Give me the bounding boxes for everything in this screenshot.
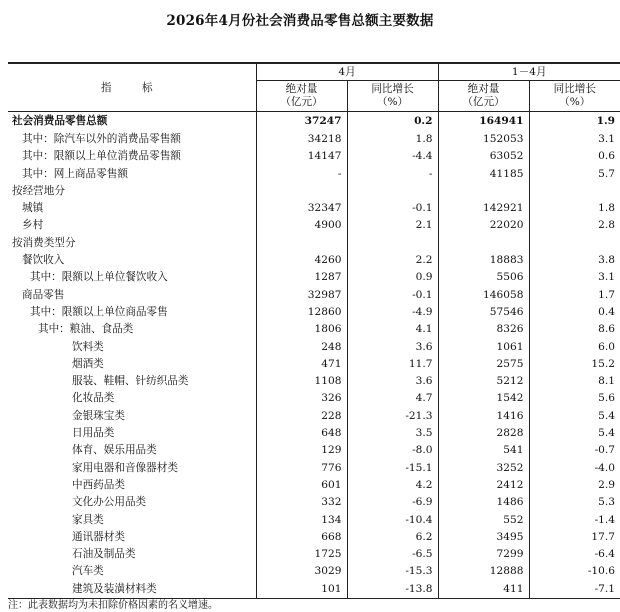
april-yoy-cell: -8.0 bbox=[347, 442, 438, 459]
april-yoy-cell: -15.1 bbox=[347, 460, 438, 477]
table-row bbox=[8, 460, 620, 477]
ytd-abs-cell bbox=[438, 183, 529, 200]
april-abs-cell: 32347 bbox=[256, 200, 347, 217]
ytd-yoy-cell: 5.7 bbox=[529, 166, 620, 183]
table-row bbox=[8, 304, 620, 321]
row-label: 烟酒类 bbox=[72, 357, 104, 370]
ytd-yoy-cell: 6.0 bbox=[529, 339, 620, 356]
ytd-yoy-cell: -0.7 bbox=[529, 442, 620, 459]
table-row bbox=[8, 148, 620, 165]
indicator-header: 指 标 bbox=[8, 63, 256, 112]
april-abs-header: 绝对量 （亿元） bbox=[256, 81, 347, 112]
table-row bbox=[8, 166, 620, 183]
april-abs-cell: 3029 bbox=[256, 563, 347, 580]
row-label: 建筑及装潢材料类 bbox=[8, 581, 256, 599]
ytd-abs-cell: 2828 bbox=[438, 425, 529, 442]
row-label: 其中：限额以上单位餐饮收入 bbox=[30, 271, 168, 284]
row-label: 金银珠宝类 bbox=[72, 409, 125, 422]
april-abs-cell: 32987 bbox=[256, 287, 347, 304]
april-abs-cell: 4260 bbox=[256, 252, 347, 269]
ytd-yoy-cell: -10.6 bbox=[529, 563, 620, 580]
footnote: 注：此表数据均为未扣除价格因素的名义增速。 bbox=[8, 600, 218, 611]
table-body bbox=[8, 112, 620, 599]
row-label: 体育、娱乐用品类 bbox=[72, 444, 157, 457]
ytd-yoy-cell: 3.1 bbox=[529, 269, 620, 286]
row-label: 通讯器材类 bbox=[72, 530, 125, 543]
table-row bbox=[8, 546, 620, 563]
table-row bbox=[8, 442, 620, 459]
april-yoy-cell bbox=[347, 235, 438, 252]
row-label: 餐饮收入 bbox=[22, 254, 65, 267]
ytd-abs-cell: 152053 bbox=[438, 131, 529, 148]
table-row bbox=[8, 339, 620, 356]
ytd-abs-cell bbox=[438, 235, 529, 252]
april-yoy-cell: 3.6 bbox=[347, 373, 438, 390]
table-row bbox=[8, 512, 620, 529]
april-abs-cell: 471 bbox=[256, 356, 347, 373]
ytd-abs-cell: 18883 bbox=[438, 252, 529, 269]
row-label: 日用品类 bbox=[72, 427, 115, 440]
ytd-yoy-cell: 3.8 bbox=[529, 252, 620, 269]
table-row bbox=[8, 373, 620, 390]
ytd-yoy-cell: 2.9 bbox=[529, 477, 620, 494]
april-yoy-cell: 1.8 bbox=[347, 131, 438, 148]
ytd-yoy-cell: 5.4 bbox=[529, 408, 620, 425]
row-label: 按消费类型分 bbox=[12, 236, 76, 249]
row-label: 饮料类 bbox=[72, 340, 104, 353]
april-yoy-cell: 0.9 bbox=[347, 269, 438, 286]
april-abs-cell: 248 bbox=[256, 339, 347, 356]
april-yoy-cell: 0.2 bbox=[347, 112, 438, 132]
april-abs-cell: 648 bbox=[256, 425, 347, 442]
table-row bbox=[8, 112, 620, 132]
row-label: 城镇 bbox=[22, 202, 44, 215]
april-yoy-cell: 11.7 bbox=[347, 356, 438, 373]
april-yoy-cell: -0.1 bbox=[347, 200, 438, 217]
ytd-abs-cell: 164941 bbox=[438, 112, 529, 132]
ytd-yoy-cell: 5.3 bbox=[529, 494, 620, 511]
ytd-yoy-cell: 8.1 bbox=[529, 373, 620, 390]
ytd-abs-cell: 411 bbox=[438, 581, 529, 599]
ytd-yoy-cell: 15.2 bbox=[529, 356, 620, 373]
ytd-yoy-header: 同比增长 （%） bbox=[529, 81, 620, 112]
april-abs-cell: 326 bbox=[256, 390, 347, 407]
april-yoy-cell: -21.3 bbox=[347, 408, 438, 425]
april-yoy-cell: -15.3 bbox=[347, 563, 438, 580]
ytd-abs-cell: 57546 bbox=[438, 304, 529, 321]
ytd-abs-cell: 2412 bbox=[438, 477, 529, 494]
april-abs-cell: 37247 bbox=[256, 112, 347, 132]
ytd-yoy-cell: -4.0 bbox=[529, 460, 620, 477]
row-label: 乡村 bbox=[22, 219, 44, 232]
april-yoy-header: 同比增长 （%） bbox=[347, 81, 438, 112]
retail-sales-table bbox=[8, 62, 620, 599]
ytd-yoy-cell: -1.4 bbox=[529, 512, 620, 529]
ytd-abs-cell: 2575 bbox=[438, 356, 529, 373]
ytd-yoy-cell: 5.6 bbox=[529, 390, 620, 407]
table-row bbox=[8, 217, 620, 234]
april-abs-cell: 1725 bbox=[256, 546, 347, 563]
april-yoy-cell: 2.1 bbox=[347, 217, 438, 234]
april-abs-cell: 134 bbox=[256, 512, 347, 529]
ytd-yoy-cell: 2.8 bbox=[529, 217, 620, 234]
table-row bbox=[8, 356, 620, 373]
ytd-yoy-cell: 0.6 bbox=[529, 148, 620, 165]
table-row bbox=[8, 477, 620, 494]
april-abs-cell bbox=[256, 235, 347, 252]
april-abs-cell: 228 bbox=[256, 408, 347, 425]
row-label: 汽车类 bbox=[72, 565, 104, 578]
page-title: 2026年4月份社会消费品零售总额主要数据 bbox=[166, 13, 434, 29]
ytd-abs-cell: 1542 bbox=[438, 390, 529, 407]
row-label: 社会消费品零售总额 bbox=[12, 115, 108, 127]
april-abs-cell: 668 bbox=[256, 529, 347, 546]
ytd-yoy-cell: 17.7 bbox=[529, 529, 620, 546]
april-yoy-cell: -6.5 bbox=[347, 546, 438, 563]
ytd-abs-cell: 12888 bbox=[438, 563, 529, 580]
table-row bbox=[8, 425, 620, 442]
ytd-yoy-cell: 5.4 bbox=[529, 425, 620, 442]
april-yoy-cell: -4.4 bbox=[347, 148, 438, 165]
ytd-abs-cell: 3495 bbox=[438, 529, 529, 546]
ytd-abs-cell: 41185 bbox=[438, 166, 529, 183]
ytd-abs-cell: 8326 bbox=[438, 321, 529, 338]
table-row bbox=[8, 252, 620, 269]
ytd-yoy-cell bbox=[529, 183, 620, 200]
april-yoy-cell: -4.9 bbox=[347, 304, 438, 321]
april-abs-cell: 1287 bbox=[256, 269, 347, 286]
row-label: 其中：粮油、食品类 bbox=[38, 323, 134, 336]
ytd-abs-cell: 1061 bbox=[438, 339, 529, 356]
row-label: 商品零售 bbox=[22, 288, 65, 301]
ytd-abs-cell: 63052 bbox=[438, 148, 529, 165]
row-label: 按经营地分 bbox=[12, 184, 65, 197]
april-header: 4月 bbox=[256, 63, 438, 81]
ytd-yoy-cell: 1.8 bbox=[529, 200, 620, 217]
table-row bbox=[8, 131, 620, 148]
ytd-yoy-cell bbox=[529, 235, 620, 252]
ytd-abs-cell: 3252 bbox=[438, 460, 529, 477]
april-yoy-cell: 3.6 bbox=[347, 339, 438, 356]
ytd-abs-cell: 1486 bbox=[438, 494, 529, 511]
table-row bbox=[8, 390, 620, 407]
row-label: 家用电器和音像器材类 bbox=[72, 461, 178, 474]
jan-apr-header: 1－4月 bbox=[438, 63, 620, 81]
table-header bbox=[8, 63, 620, 112]
april-yoy-cell: 3.5 bbox=[347, 425, 438, 442]
ytd-abs-header: 绝对量 （亿元） bbox=[438, 81, 529, 112]
april-abs-cell: - bbox=[256, 166, 347, 183]
ytd-yoy-cell: 3.1 bbox=[529, 131, 620, 148]
row-label: 中西药品类 bbox=[72, 478, 125, 491]
table-row bbox=[8, 408, 620, 425]
april-yoy-cell: -10.4 bbox=[347, 512, 438, 529]
table-row bbox=[8, 321, 620, 338]
ytd-abs-cell: 7299 bbox=[438, 546, 529, 563]
april-yoy-cell: 6.2 bbox=[347, 529, 438, 546]
april-abs-cell: 101 bbox=[256, 581, 347, 599]
april-abs-cell: 776 bbox=[256, 460, 347, 477]
april-yoy-cell: 4.2 bbox=[347, 477, 438, 494]
row-label: 家具类 bbox=[72, 513, 104, 526]
april-abs-cell: 4900 bbox=[256, 217, 347, 234]
april-abs-cell: 34218 bbox=[256, 131, 347, 148]
row-label: 石油及制品类 bbox=[72, 548, 136, 561]
row-label: 其中：限额以上单位消费品零售额 bbox=[22, 150, 181, 163]
table-row bbox=[8, 200, 620, 217]
table-row bbox=[8, 183, 620, 200]
table-row bbox=[8, 235, 620, 252]
ytd-yoy-cell: 8.6 bbox=[529, 321, 620, 338]
row-label: 服装、鞋帽、针纺织品类 bbox=[72, 375, 189, 388]
ytd-yoy-cell: 1.7 bbox=[529, 287, 620, 304]
table-row bbox=[8, 287, 620, 304]
april-abs-cell: 129 bbox=[256, 442, 347, 459]
ytd-abs-cell: 541 bbox=[438, 442, 529, 459]
row-label: 文化办公用品类 bbox=[72, 496, 147, 509]
april-yoy-cell: -6.9 bbox=[347, 494, 438, 511]
ytd-yoy-cell: -6.4 bbox=[529, 546, 620, 563]
table-row bbox=[8, 494, 620, 511]
april-abs-cell: 12860 bbox=[256, 304, 347, 321]
april-yoy-cell: 4.7 bbox=[347, 390, 438, 407]
row-label: 其中：网上商品零售额 bbox=[22, 167, 128, 180]
table-row bbox=[8, 529, 620, 546]
april-abs-cell: 1108 bbox=[256, 373, 347, 390]
ytd-abs-cell: 5506 bbox=[438, 269, 529, 286]
april-abs-cell: 601 bbox=[256, 477, 347, 494]
ytd-yoy-cell: 1.9 bbox=[529, 112, 620, 132]
april-yoy-cell: -13.8 bbox=[347, 581, 438, 599]
ytd-abs-cell: 552 bbox=[438, 512, 529, 529]
april-abs-cell: 332 bbox=[256, 494, 347, 511]
row-label: 其中：限额以上单位商品零售 bbox=[30, 305, 168, 318]
ytd-abs-cell: 142921 bbox=[438, 200, 529, 217]
april-yoy-cell bbox=[347, 183, 438, 200]
ytd-abs-cell: 1416 bbox=[438, 408, 529, 425]
ytd-abs-cell: 22020 bbox=[438, 217, 529, 234]
april-yoy-cell: 4.1 bbox=[347, 321, 438, 338]
ytd-yoy-cell: -7.1 bbox=[529, 581, 620, 599]
ytd-abs-cell: 5212 bbox=[438, 373, 529, 390]
april-abs-cell bbox=[256, 183, 347, 200]
row-label: 化妆品类 bbox=[72, 392, 115, 405]
april-yoy-cell: 2.2 bbox=[347, 252, 438, 269]
april-yoy-cell: - bbox=[347, 166, 438, 183]
april-yoy-cell: -0.1 bbox=[347, 287, 438, 304]
table-row bbox=[8, 269, 620, 286]
ytd-yoy-cell: 0.4 bbox=[529, 304, 620, 321]
row-label: 其中：除汽车以外的消费品零售额 bbox=[22, 133, 181, 145]
april-abs-cell: 1806 bbox=[256, 321, 347, 338]
ytd-abs-cell: 146058 bbox=[438, 287, 529, 304]
april-abs-cell: 14147 bbox=[256, 148, 347, 165]
table-row bbox=[8, 563, 620, 580]
